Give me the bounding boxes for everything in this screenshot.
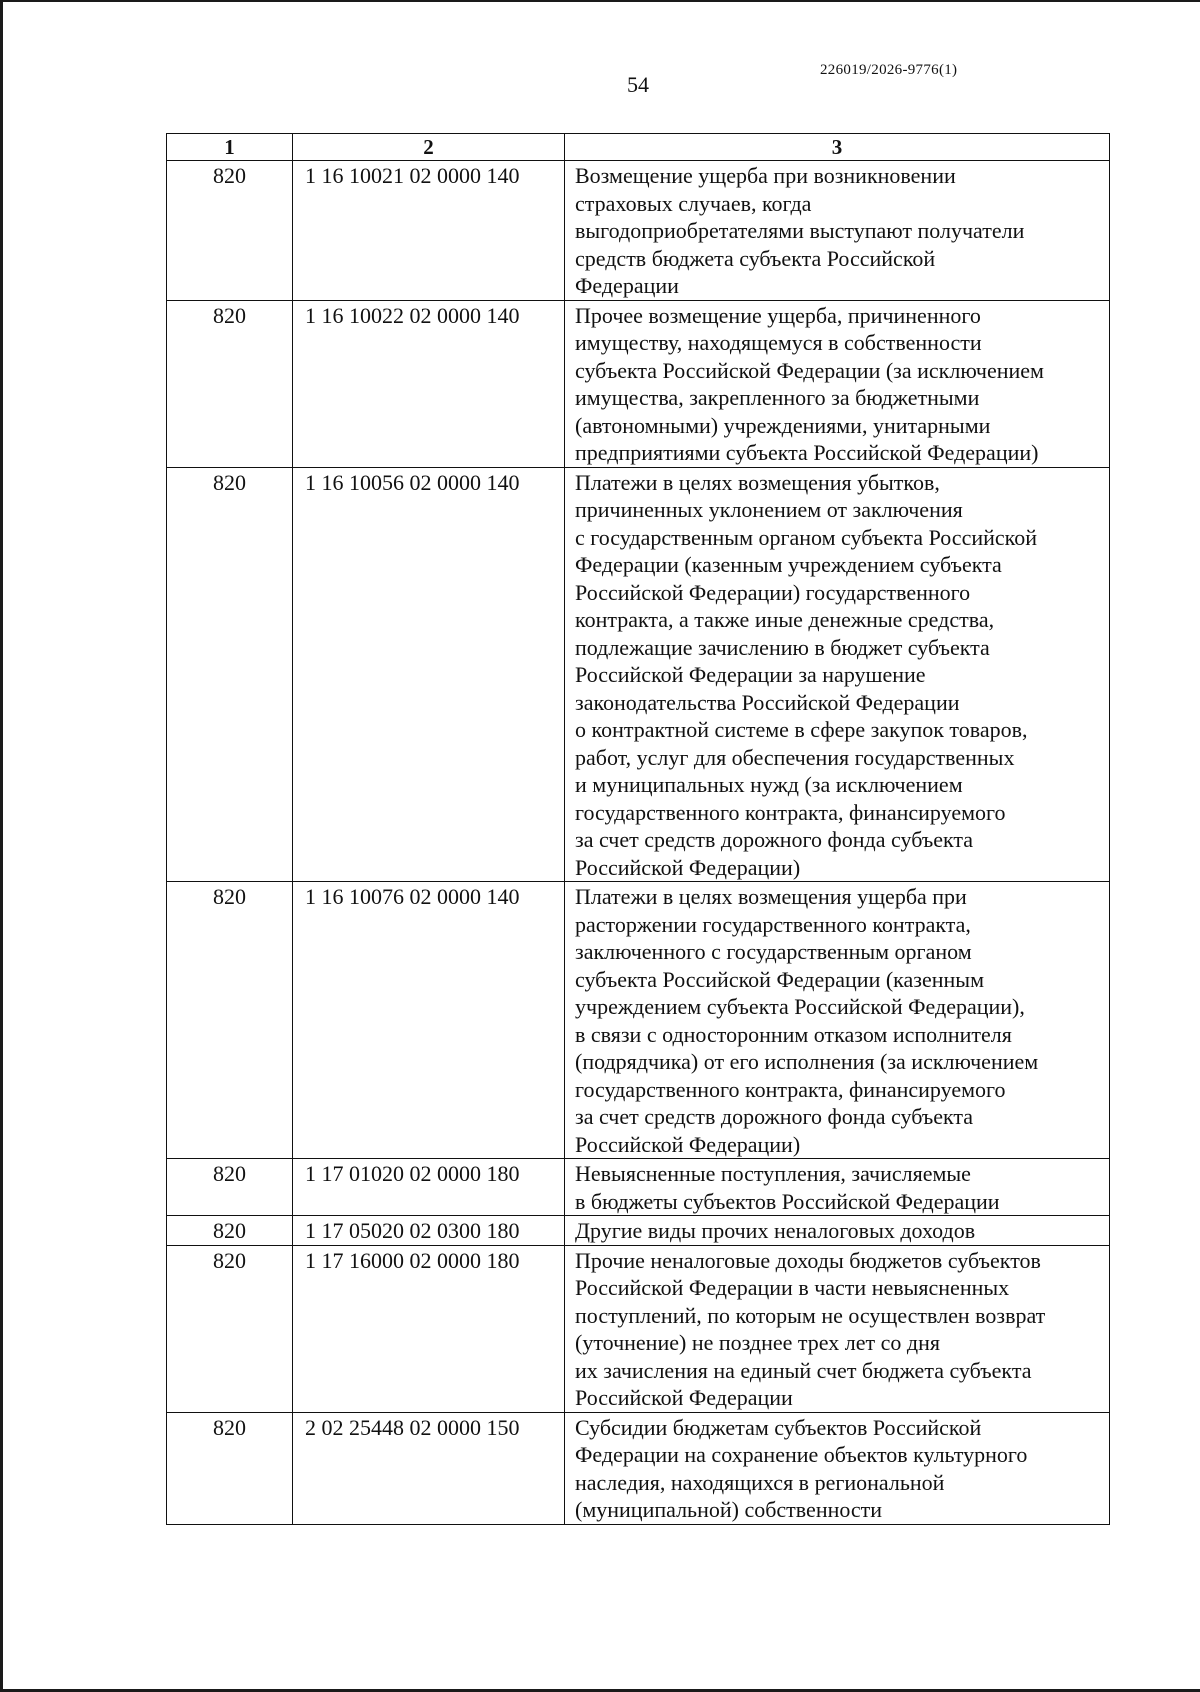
description-cell: Прочие неналоговые доходы бюджетов субъектов Российской Федерации в части невыясненных поступлений, по которым не осуществлен возврат (уточнение) не позднее трех лет со дня их зачисления на единый счет бюджета субъекта Российской Федерации (565, 1245, 1110, 1412)
table-row (167, 161, 1110, 301)
revenue-code-cell: 1 16 10056 02 0000 140 (293, 467, 565, 882)
column-header-2: 2 (293, 134, 565, 161)
table-row (167, 1245, 1110, 1412)
description-cell: Субсидии бюджетам субъектов Российской Федерации на сохранение объектов культурного наследия, находящихся в региональной (муниципальной) собственности (565, 1412, 1110, 1524)
column-header-3: 3 (565, 134, 1110, 161)
admin-code-cell: 820 (167, 1159, 293, 1216)
description-cell: Другие виды прочих неналоговых доходов (565, 1216, 1110, 1246)
admin-code-cell: 820 (167, 882, 293, 1159)
document-id: 226019/2026-9776(1) (820, 62, 958, 78)
description-cell: Возмещение ущерба при возникновении страховых случаев, когда выгодоприобретателями выступают получатели средств бюджета субъекта Российской Федерации (565, 161, 1110, 301)
table-row (167, 1412, 1110, 1524)
revenue-code-cell: 1 16 10076 02 0000 140 (293, 882, 565, 1159)
scan-left-edge (0, 0, 3, 1692)
table-row (167, 1216, 1110, 1246)
table-row (167, 300, 1110, 467)
admin-code-cell: 820 (167, 161, 293, 301)
page-number: 54 (627, 72, 649, 97)
column-header-1: 1 (167, 134, 293, 161)
table-row (167, 1159, 1110, 1216)
admin-code-cell: 820 (167, 467, 293, 882)
description-cell: Невыясненные поступления, зачисляемые в бюджеты субъектов Российской Федерации (565, 1159, 1110, 1216)
revenue-code-cell: 1 17 16000 02 0000 180 (293, 1245, 565, 1412)
scan-top-edge (0, 0, 1200, 2)
admin-code-cell: 820 (167, 1245, 293, 1412)
admin-code-cell: 820 (167, 300, 293, 467)
table-row (167, 467, 1110, 882)
revenue-code-cell: 1 16 10022 02 0000 140 (293, 300, 565, 467)
admin-code-cell: 820 (167, 1216, 293, 1246)
revenue-code-cell: 1 17 01020 02 0000 180 (293, 1159, 565, 1216)
description-cell: Прочее возмещение ущерба, причиненного имуществу, находящемуся в собственности субъекта Российской Федерации (за исключением имущества, закрепленного за бюджетными (автономными) учреждениями, унитарными предприятиями субъекта Российской Федерации) (565, 300, 1110, 467)
description-cell: Платежи в целях возмещения ущерба при расторжении государственного контракта, заключенного с государственным органом субъекта Российской Федерации (казенным учреждением субъекта Российской Федерации), в связи с односторонним отказом исполнителя (подрядчика) от его исполнения (за исключением государственного контракта, финансируемого за счет средств дорожного фонда субъекта Российской Федерации) (565, 882, 1110, 1159)
table-row (167, 882, 1110, 1159)
description-cell: Платежи в целях возмещения убытков, причиненных уклонением от заключения с государственным органом субъекта Российской Федерации (казенным учреждением субъекта Российской Федерации) государственного контракта, а также иные денежные средства, подлежащие зачислению в бюджет субъекта Российской Федерации за нарушение законодательства Российской Федерации о контрактной системе в сфере закупок товаров, работ, услуг для обеспечения государственных и муниципальных нужд (за исключением государственного контракта, финансируемого за счет средств дорожного фонда субъекта Российской Федерации) (565, 467, 1110, 882)
table-header-row (167, 134, 1110, 161)
admin-code-cell: 820 (167, 1412, 293, 1524)
revenue-code-cell: 1 17 05020 02 0300 180 (293, 1216, 565, 1246)
budget-codes-table (166, 133, 1110, 1525)
revenue-code-cell: 2 02 25448 02 0000 150 (293, 1412, 565, 1524)
revenue-code-cell: 1 16 10021 02 0000 140 (293, 161, 565, 301)
